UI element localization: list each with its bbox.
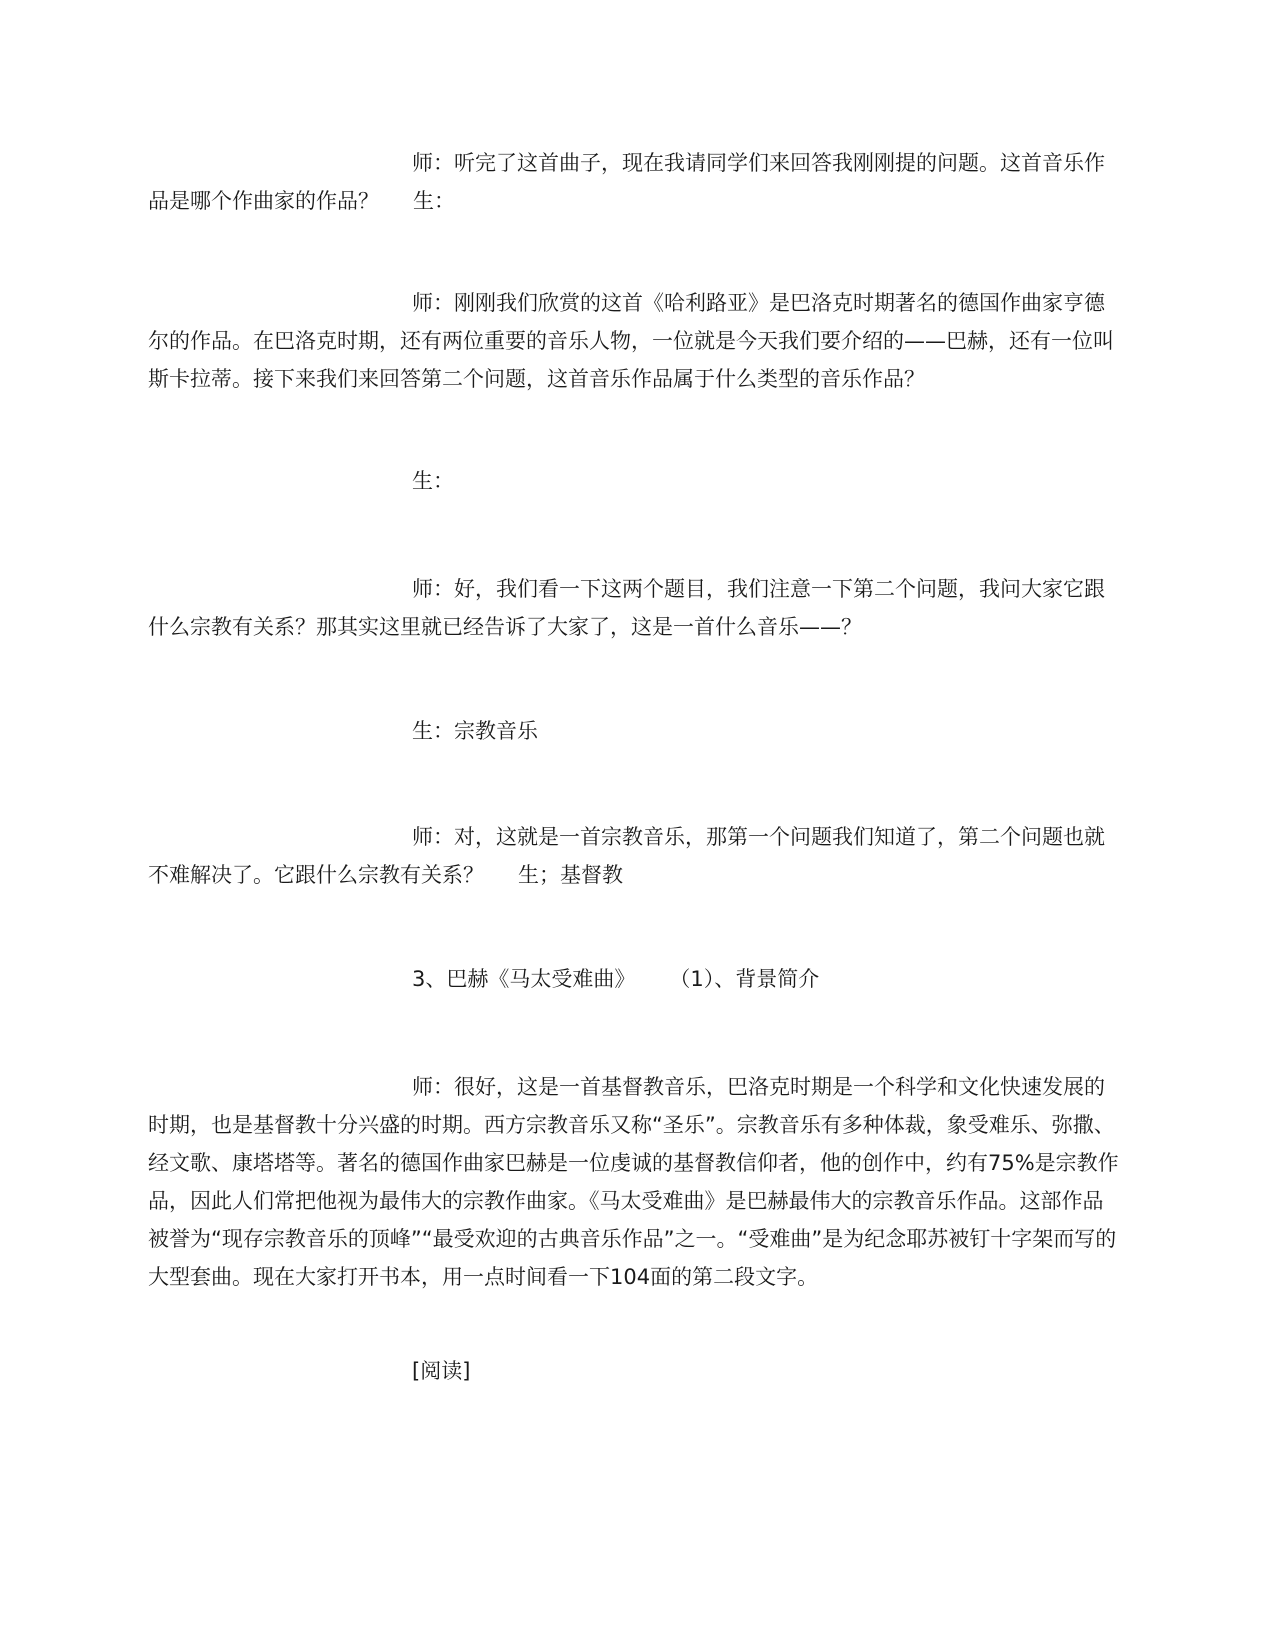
section-title: 3、巴赫《马太受难曲》 [412, 967, 636, 991]
subsection-title: （1）、背景简介 [669, 967, 820, 991]
paragraph-text: 师：听完了这首曲子，现在我请同学们来回答我刚刚提的问题。这首音乐作品是哪个作曲家的作品？ [148, 151, 1105, 213]
paragraph-student-reply: 生： [412, 469, 454, 493]
section-heading-matthew-passion [148, 960, 1275, 998]
student-reply: 生： [413, 189, 455, 213]
paragraph-text: 师：对，这就是一首宗教音乐，那第一个问题我们知道了，第二个问题也就不难解决了。它跟什么宗教有关系？ [148, 825, 1105, 887]
paragraph-teacher-bach-background: 师：很好，这是一首基督教音乐，巴洛克时期是一个科学和文化快速发展的时期，也是基督教十分兴盛的时期。西方宗教音乐又称“圣乐”。宗教音乐有多种体裁，象受难乐、弥撒、经文歌、康塔塔等。著名的德国作曲家巴赫是一位虔诚的基督教信仰者，他的创作中，约有75%是宗教作品，因此人们常把他视为最伟大的宗教作曲家。《马太受难曲》是巴赫最伟大的宗教音乐作品。这部作品被誉为“现存宗教音乐的顶峰”“最受欢迎的古典音乐作品”之一。“受难曲”是为纪念耶苏被钉十字架而写的大型套曲。现在大家打开书本，用一点时间看一下104面的第二段文字。 [148, 1075, 1119, 1289]
paragraph-teacher-christianity [148, 818, 1120, 894]
paragraph-teacher-religion-question: 师：好，我们看一下这两个题目，我们注意一下第二个问题，我问大家它跟什么宗教有关系？那其实这里就已经告诉了大家了，这是一首什么音乐——？ [148, 577, 1105, 639]
reading-note: [阅读] [412, 1359, 471, 1383]
paragraph-student-religious-music: 生：宗教音乐 [412, 719, 538, 743]
student-reply: 生；基督教 [518, 863, 623, 887]
paragraph-teacher-handel: 师：刚刚我们欣赏的这首《哈利路亚》是巴洛克时期著名的德国作曲家亨德尔的作品。在巴洛克时期，还有两位重要的音乐人物，一位就是今天我们要介绍的——巴赫，还有一位叫斯卡拉蒂。接下来我们来回答第二个问题，这首音乐作品属于什么类型的音乐作品？ [148, 291, 1114, 391]
paragraph-teacher-question-composer [148, 144, 1120, 220]
